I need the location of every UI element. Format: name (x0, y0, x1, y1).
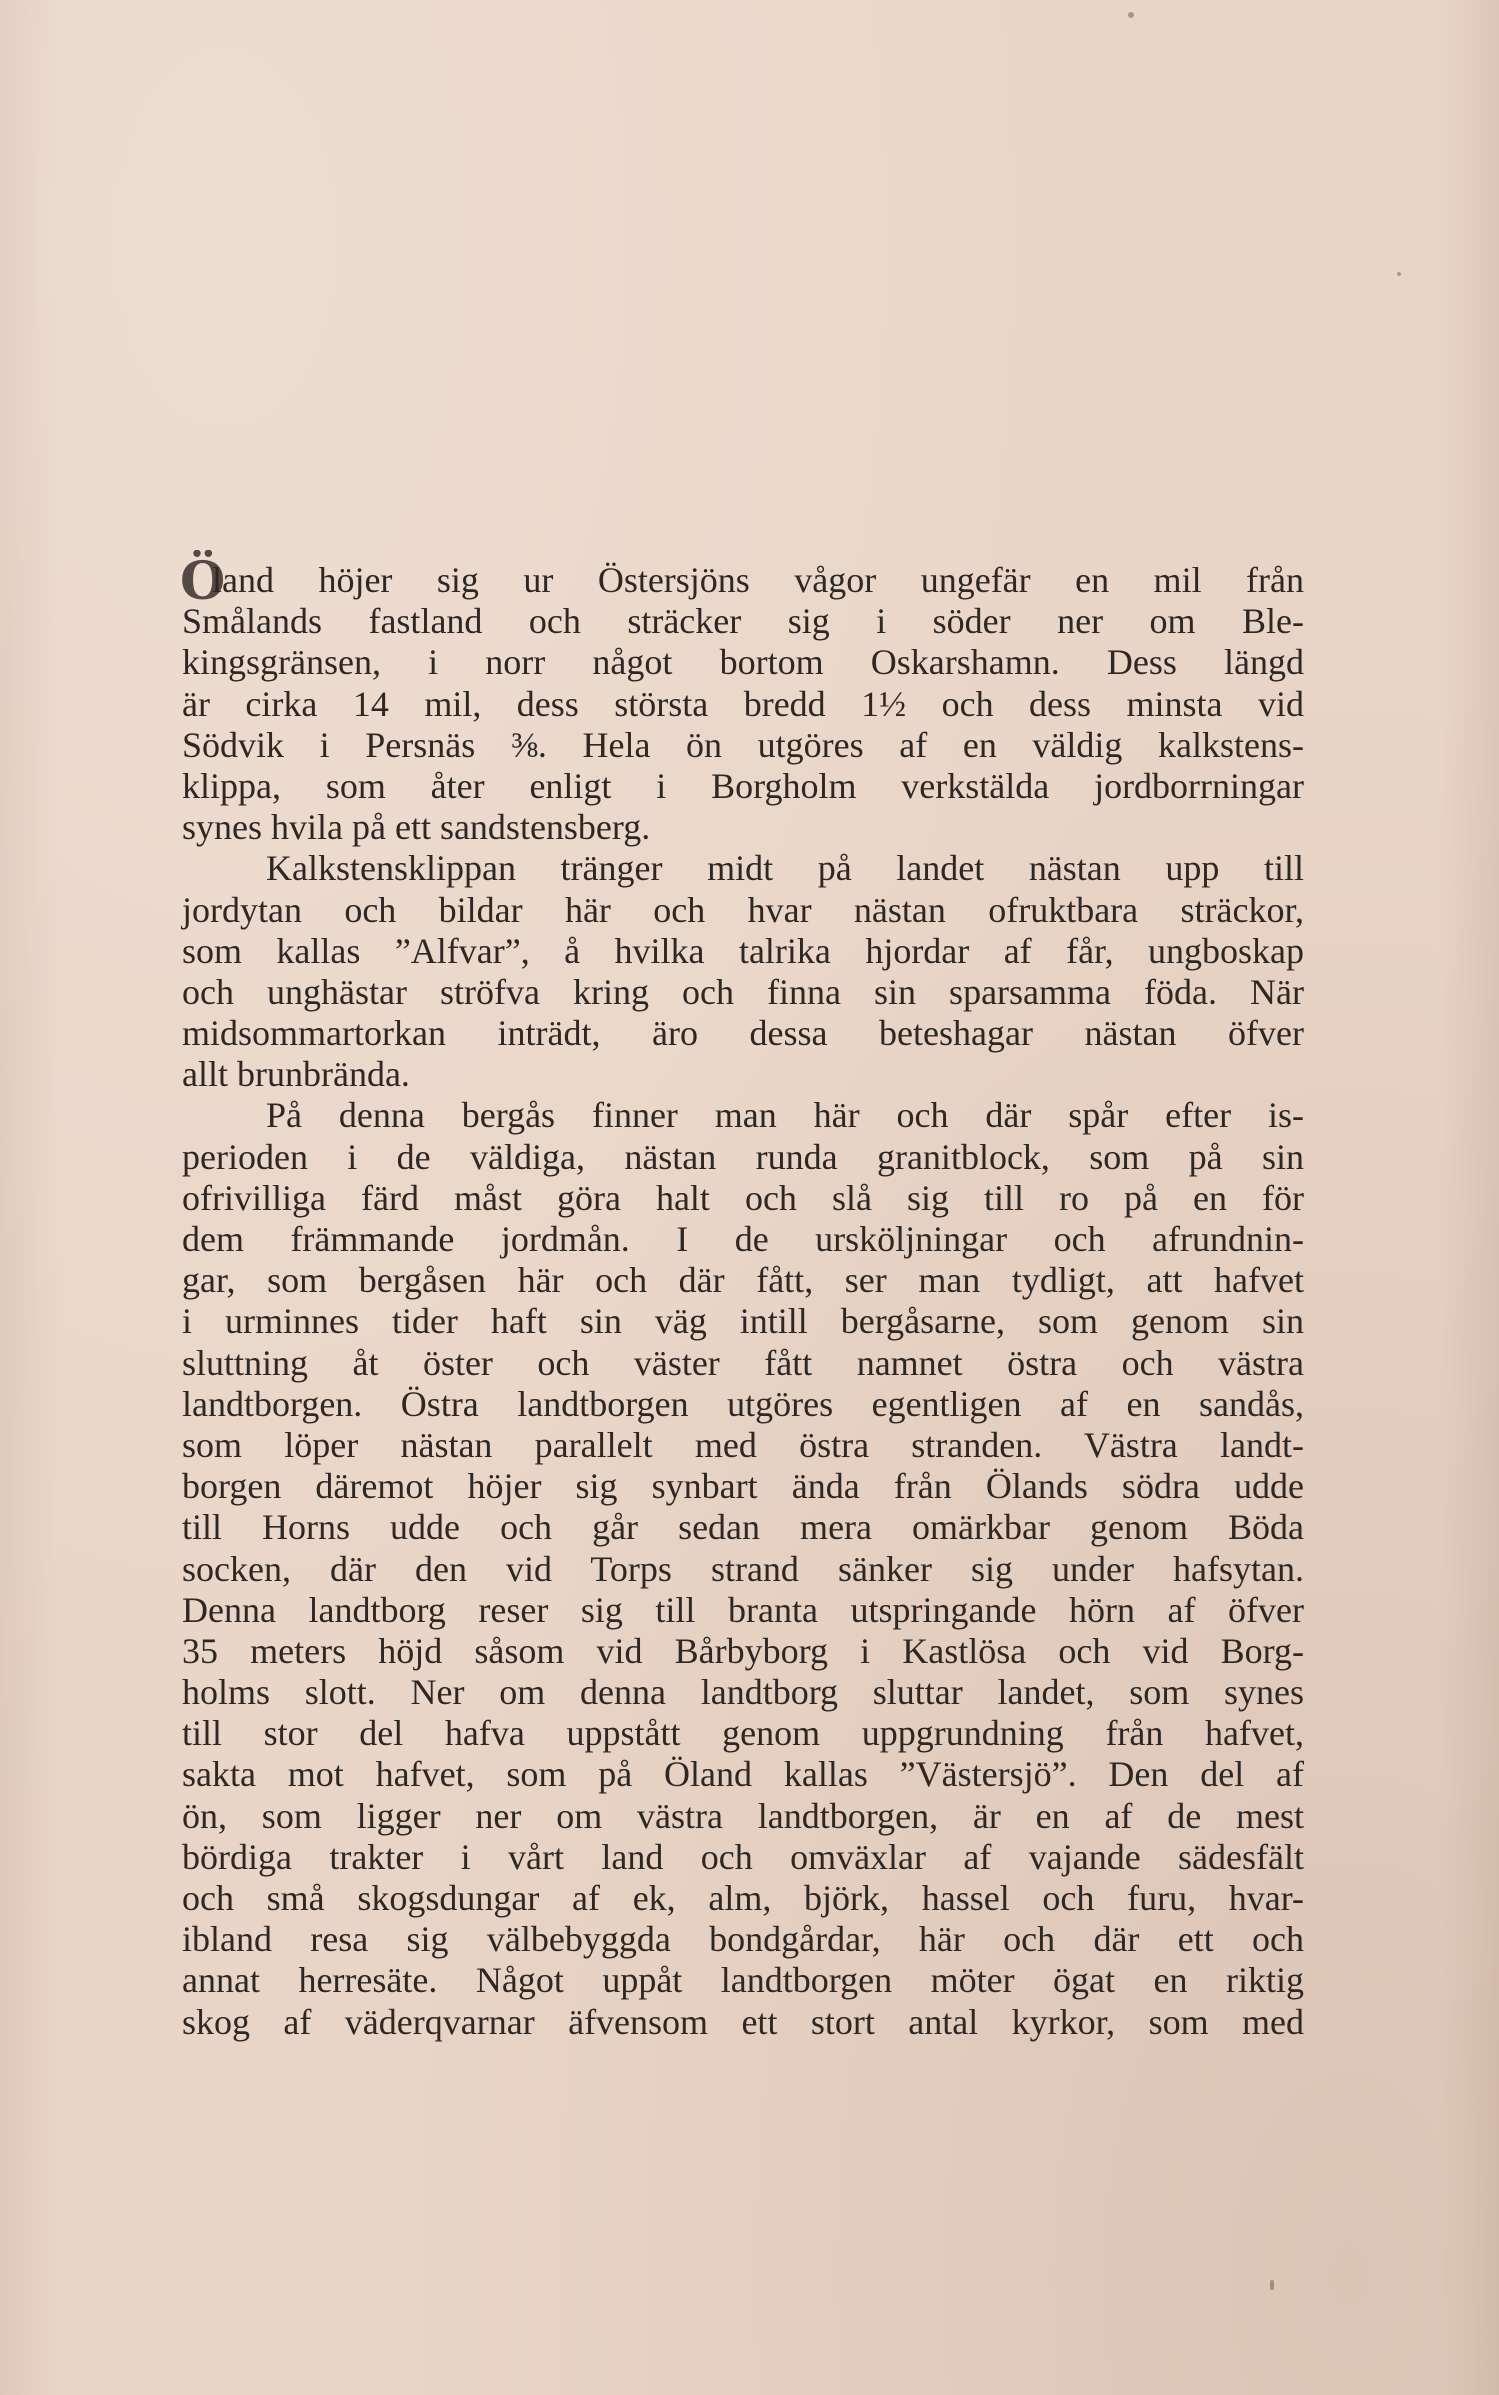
text-line: Denna landtborg reser sig till branta utspringande hörn af öfver (182, 1589, 1304, 1630)
text-line: holms slott. Ner om denna landtborg sluttar landet, som synes (182, 1672, 1304, 1713)
text-line: bördiga trakter i vårt land och omväxlar af vajande sädesfält (182, 1836, 1304, 1877)
text-line: land höjer sig ur Östersjöns vågor ungefär en mil från (212, 560, 1304, 600)
text-line: skog af väderqvarnar äfvensom ett stort antal kyrkor, som med (182, 2001, 1304, 2042)
text-line: som kallas ”Alfvar”, å hvilka talrika hjordar af får, ungboskap (182, 930, 1304, 971)
text-line: är cirka 14 mil, dess största bredd 1½ och dess minsta vid (182, 683, 1304, 724)
text-line: socken, där den vid Torps strand sänker sig under hafsytan. (182, 1548, 1304, 1589)
text-line: ön, som ligger ner om västra landtborgen, är en af de mest (182, 1795, 1304, 1836)
paper-speck (1128, 12, 1134, 18)
text-line: till Horns udde och går sedan mera omärkbar genom Böda (182, 1507, 1304, 1548)
text-line: sluttning åt öster och väster fått namnet östra och västra (182, 1342, 1304, 1383)
text-line: synes hvila på ett sandstensberg. (182, 807, 651, 848)
text-line: annat herresäte. Något uppåt landtborgen möter ögat en riktig (182, 1960, 1304, 2001)
text-line: landtborgen. Östra landtborgen utgöres egentligen af en sandås, (182, 1383, 1304, 1424)
text-line: gar, som bergåsen här och där fått, ser man tydligt, att hafvet (182, 1260, 1304, 1301)
text-line: sakta mot hafvet, som på Öland kallas ”Västersjö”. Den del af (182, 1754, 1304, 1795)
text-line: allt brunbrända. (182, 1054, 410, 1095)
text-line: Smålands fastland och sträcker sig i söder ner om Ble- (182, 601, 1304, 642)
text-line: till stor del hafva uppstått genom uppgrundning från hafvet, (182, 1713, 1304, 1754)
text-line: midsommartorkan inträdt, äro dessa beteshagar nästan öfver (182, 1013, 1304, 1054)
text-line: kingsgränsen, i norr något bortom Oskarshamn. Dess längd (182, 642, 1304, 683)
paper-speck (1397, 272, 1401, 276)
text-line: Kalkstensklippan tränger midt på landet nästan upp till (266, 848, 1304, 889)
text-line: som löper nästan parallelt med östra stranden. Västra landt- (182, 1424, 1304, 1465)
text-line: klippa, som åter enligt i Borgholm verkstälda jordborrningar (182, 765, 1304, 806)
text-line: dem främmande jordmån. I de ursköljningar och afrundnin- (182, 1219, 1304, 1259)
text-line: i urminnes tider haft sin väg intill bergåsarne, som genom sin (182, 1301, 1304, 1342)
body-text (182, 560, 1304, 2043)
text-line: jordytan och bildar här och hvar nästan ofruktbara sträckor, (182, 889, 1304, 930)
paper-speck (1270, 2280, 1274, 2290)
text-line: ofrivilliga färd måst göra halt och slå sig till ro på en för (182, 1177, 1304, 1218)
text-line: borgen däremot höjer sig synbart ända från Ölands södra udde (182, 1466, 1304, 1507)
text-line: och små skogsdungar af ek, alm, björk, hassel och furu, hvar- (182, 1878, 1304, 1918)
text-line: och unghästar ströfva kring och finna sin sparsamma föda. När (182, 971, 1304, 1012)
text-line: På denna bergås finner man här och där spår efter is- (266, 1095, 1304, 1136)
text-line: 35 meters höjd såsom vid Bårbyborg i Kastlösa och vid Borg- (182, 1630, 1304, 1671)
text-line: perioden i de väldiga, nästan runda granitblock, som på sin (182, 1136, 1304, 1177)
text-line: ibland resa sig välbebyggda bondgårdar, här och där ett och (182, 1919, 1304, 1960)
drop-initial: Ö (180, 551, 226, 612)
text-line: Södvik i Persnäs ⅜. Hela ön utgöres af en väldig kalkstens- (182, 724, 1304, 765)
